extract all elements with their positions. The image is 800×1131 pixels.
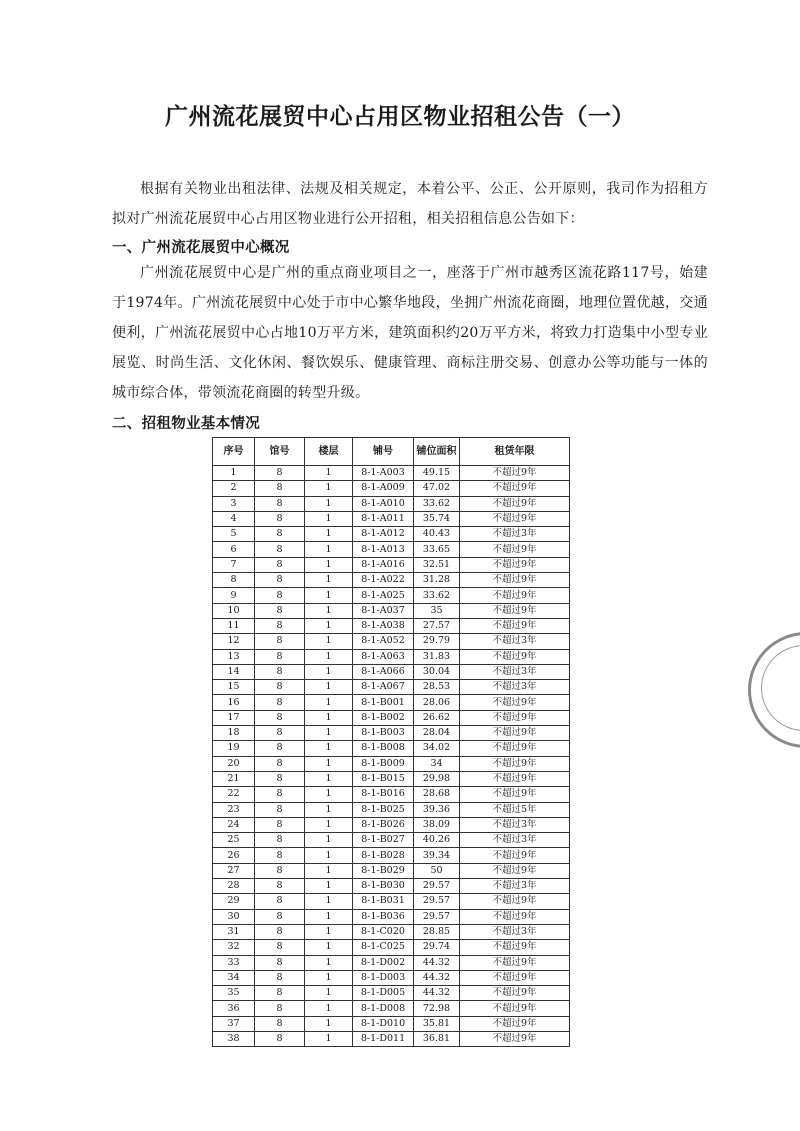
table-row xyxy=(213,557,570,572)
cell-seq: 31 xyxy=(213,924,255,939)
table-row xyxy=(213,511,570,526)
cell-seq: 6 xyxy=(213,542,255,557)
cell-area: 40.43 xyxy=(414,527,460,542)
cell-floor: 1 xyxy=(305,756,353,771)
table-row xyxy=(213,955,570,970)
cell-term: 不超过3年 xyxy=(460,833,570,848)
cell-term: 不超过9年 xyxy=(460,787,570,802)
cell-term: 不超过9年 xyxy=(460,986,570,1001)
cell-shop: 8-1-B029 xyxy=(353,863,414,878)
cell-term: 不超过9年 xyxy=(460,940,570,955)
cell-hall: 8 xyxy=(255,664,305,679)
cell-shop: 8-1-B027 xyxy=(353,833,414,848)
cell-shop: 8-1-A066 xyxy=(353,664,414,679)
cell-area: 28.53 xyxy=(414,680,460,695)
table-row xyxy=(213,634,570,649)
cell-term: 不超过9年 xyxy=(460,603,570,618)
table-row xyxy=(213,680,570,695)
cell-shop: 8-1-D010 xyxy=(353,1016,414,1031)
cell-term: 不超过9年 xyxy=(460,542,570,557)
cell-floor: 1 xyxy=(305,603,353,618)
cell-seq: 27 xyxy=(213,863,255,878)
cell-term: 不超过9年 xyxy=(460,710,570,725)
cell-area: 29.57 xyxy=(414,894,460,909)
table-row xyxy=(213,787,570,802)
cell-floor: 1 xyxy=(305,649,353,664)
cell-hall: 8 xyxy=(255,955,305,970)
cell-hall: 8 xyxy=(255,970,305,985)
table-row xyxy=(213,573,570,588)
table-row xyxy=(213,970,570,985)
cell-seq: 32 xyxy=(213,940,255,955)
header-term: 租赁年限 xyxy=(460,438,570,466)
cell-term: 不超过9年 xyxy=(460,970,570,985)
lease-table xyxy=(212,437,570,1047)
cell-shop: 8-1-A063 xyxy=(353,649,414,664)
cell-term: 不超过9年 xyxy=(460,466,570,481)
cell-hall: 8 xyxy=(255,848,305,863)
cell-shop: 8-1-B008 xyxy=(353,741,414,756)
cell-hall: 8 xyxy=(255,466,305,481)
cell-floor: 1 xyxy=(305,940,353,955)
cell-floor: 1 xyxy=(305,481,353,496)
cell-seq: 13 xyxy=(213,649,255,664)
cell-floor: 1 xyxy=(305,909,353,924)
cell-hall: 8 xyxy=(255,894,305,909)
cell-seq: 23 xyxy=(213,802,255,817)
cell-area: 33.65 xyxy=(414,542,460,557)
cell-shop: 8-1-B028 xyxy=(353,848,414,863)
cell-area: 38.09 xyxy=(414,817,460,832)
table-row xyxy=(213,496,570,511)
cell-hall: 8 xyxy=(255,1031,305,1046)
cell-seq: 12 xyxy=(213,634,255,649)
cell-seq: 19 xyxy=(213,741,255,756)
cell-area: 31.28 xyxy=(414,573,460,588)
cell-area: 29.57 xyxy=(414,879,460,894)
cell-hall: 8 xyxy=(255,603,305,618)
cell-area: 35.74 xyxy=(414,511,460,526)
cell-term: 不超过3年 xyxy=(460,634,570,649)
cell-shop: 8-1-B026 xyxy=(353,817,414,832)
table-row xyxy=(213,771,570,786)
cell-floor: 1 xyxy=(305,894,353,909)
cell-shop: 8-1-B031 xyxy=(353,894,414,909)
cell-shop: 8-1-D011 xyxy=(353,1031,414,1046)
cell-hall: 8 xyxy=(255,634,305,649)
cell-area: 44.32 xyxy=(414,955,460,970)
cell-hall: 8 xyxy=(255,940,305,955)
cell-area: 40.26 xyxy=(414,833,460,848)
cell-area: 31.83 xyxy=(414,649,460,664)
cell-seq: 34 xyxy=(213,970,255,985)
cell-area: 44.32 xyxy=(414,970,460,985)
cell-term: 不超过9年 xyxy=(460,511,570,526)
cell-term: 不超过9年 xyxy=(460,894,570,909)
cell-shop: 8-1-D008 xyxy=(353,1001,414,1016)
cell-floor: 1 xyxy=(305,787,353,802)
seal-inner-ring xyxy=(761,645,800,731)
section1-heading: 一、广州流花展贸中心概况 xyxy=(112,240,290,256)
cell-floor: 1 xyxy=(305,710,353,725)
table-row xyxy=(213,726,570,741)
cell-seq: 15 xyxy=(213,680,255,695)
cell-floor: 1 xyxy=(305,986,353,1001)
table-header-row xyxy=(213,438,570,466)
cell-term: 不超过9年 xyxy=(460,649,570,664)
cell-hall: 8 xyxy=(255,802,305,817)
cell-area: 39.34 xyxy=(414,848,460,863)
table-row xyxy=(213,710,570,725)
cell-floor: 1 xyxy=(305,634,353,649)
table-row xyxy=(213,848,570,863)
cell-area: 27.57 xyxy=(414,618,460,633)
cell-floor: 1 xyxy=(305,833,353,848)
cell-floor: 1 xyxy=(305,817,353,832)
cell-area: 35 xyxy=(414,603,460,618)
cell-seq: 18 xyxy=(213,726,255,741)
cell-term: 不超过9年 xyxy=(460,496,570,511)
cell-term: 不超过9年 xyxy=(460,1001,570,1016)
cell-shop: 8-1-A010 xyxy=(353,496,414,511)
cell-seq: 4 xyxy=(213,511,255,526)
header-shop: 铺号 xyxy=(353,438,414,466)
header-floor: 楼层 xyxy=(305,438,353,466)
cell-area: 34.02 xyxy=(414,741,460,756)
cell-seq: 29 xyxy=(213,894,255,909)
cell-shop: 8-1-B030 xyxy=(353,879,414,894)
cell-hall: 8 xyxy=(255,557,305,572)
table-row xyxy=(213,879,570,894)
cell-area: 50 xyxy=(414,863,460,878)
table-row xyxy=(213,894,570,909)
table-row xyxy=(213,802,570,817)
cell-hall: 8 xyxy=(255,1001,305,1016)
cell-hall: 8 xyxy=(255,481,305,496)
cell-shop: 8-1-B003 xyxy=(353,726,414,741)
cell-area: 26.62 xyxy=(414,710,460,725)
cell-term: 不超过9年 xyxy=(460,863,570,878)
cell-seq: 37 xyxy=(213,1016,255,1031)
cell-shop: 8-1-B016 xyxy=(353,787,414,802)
cell-term: 不超过9年 xyxy=(460,573,570,588)
table-row xyxy=(213,1031,570,1046)
cell-term: 不超过3年 xyxy=(460,664,570,679)
cell-term: 不超过9年 xyxy=(460,695,570,710)
table-row xyxy=(213,649,570,664)
table-row xyxy=(213,940,570,955)
table-row xyxy=(213,833,570,848)
cell-shop: 8-1-A025 xyxy=(353,588,414,603)
cell-area: 33.62 xyxy=(414,496,460,511)
cell-seq: 35 xyxy=(213,986,255,1001)
cell-hall: 8 xyxy=(255,496,305,511)
cell-term: 不超过9年 xyxy=(460,741,570,756)
cell-floor: 1 xyxy=(305,542,353,557)
cell-floor: 1 xyxy=(305,863,353,878)
cell-shop: 8-1-D005 xyxy=(353,986,414,1001)
cell-shop: 8-1-A011 xyxy=(353,511,414,526)
table-row xyxy=(213,466,570,481)
cell-hall: 8 xyxy=(255,1016,305,1031)
cell-seq: 21 xyxy=(213,771,255,786)
section2-heading: 二、招租物业基本情况 xyxy=(112,416,260,432)
cell-hall: 8 xyxy=(255,542,305,557)
cell-hall: 8 xyxy=(255,710,305,725)
cell-seq: 8 xyxy=(213,573,255,588)
cell-area: 29.57 xyxy=(414,909,460,924)
cell-shop: 8-1-A067 xyxy=(353,680,414,695)
cell-seq: 25 xyxy=(213,833,255,848)
cell-area: 30.04 xyxy=(414,664,460,679)
cell-floor: 1 xyxy=(305,924,353,939)
cell-hall: 8 xyxy=(255,588,305,603)
cell-floor: 1 xyxy=(305,848,353,863)
cell-floor: 1 xyxy=(305,496,353,511)
cell-hall: 8 xyxy=(255,863,305,878)
table-row xyxy=(213,1001,570,1016)
table-row xyxy=(213,618,570,633)
table-row xyxy=(213,664,570,679)
cell-floor: 1 xyxy=(305,726,353,741)
page-title: 广州流花展贸中心占用区物业招租公告（一） xyxy=(165,104,635,130)
cell-shop: 8-1-D002 xyxy=(353,955,414,970)
header-hall: 馆号 xyxy=(255,438,305,466)
table-row xyxy=(213,909,570,924)
cell-seq: 7 xyxy=(213,557,255,572)
cell-term: 不超过9年 xyxy=(460,848,570,863)
cell-floor: 1 xyxy=(305,573,353,588)
cell-area: 47.02 xyxy=(414,481,460,496)
cell-term: 不超过9年 xyxy=(460,1016,570,1031)
cell-floor: 1 xyxy=(305,466,353,481)
cell-shop: 8-1-B036 xyxy=(353,909,414,924)
official-seal-icon xyxy=(748,632,800,748)
cell-hall: 8 xyxy=(255,695,305,710)
cell-shop: 8-1-A009 xyxy=(353,481,414,496)
cell-hall: 8 xyxy=(255,771,305,786)
cell-hall: 8 xyxy=(255,986,305,1001)
cell-hall: 8 xyxy=(255,787,305,802)
cell-area: 28.06 xyxy=(414,695,460,710)
table-row xyxy=(213,863,570,878)
cell-floor: 1 xyxy=(305,970,353,985)
cell-term: 不超过9年 xyxy=(460,618,570,633)
cell-hall: 8 xyxy=(255,726,305,741)
cell-seq: 2 xyxy=(213,481,255,496)
cell-floor: 1 xyxy=(305,618,353,633)
cell-shop: 8-1-A013 xyxy=(353,542,414,557)
table-row xyxy=(213,527,570,542)
cell-term: 不超过9年 xyxy=(460,955,570,970)
cell-floor: 1 xyxy=(305,664,353,679)
section1-body: 广州流花展贸中心是广州的重点商业项目之一，座落于广州市越秀区流花路117号，始建于1974年。广州流花展贸中心处于市中心繁华地段，坐拥广州流花商圈，地理位置优越，交通便利，广州流花展贸中心占地10万平方米，建筑面积约20万平方米，将致力打造集中小型专业展览、时尚生活、文化休闲、餐饮娱乐、健康管理、商标注册交易、创意办公等功能与一体的城市综合体，带领流花商圈的转型升级。 xyxy=(112,265,708,401)
cell-term: 不超过3年 xyxy=(460,817,570,832)
cell-hall: 8 xyxy=(255,817,305,832)
table-row xyxy=(213,756,570,771)
cell-term: 不超过9年 xyxy=(460,726,570,741)
cell-seq: 36 xyxy=(213,1001,255,1016)
cell-hall: 8 xyxy=(255,879,305,894)
cell-term: 不超过9年 xyxy=(460,1031,570,1046)
cell-floor: 1 xyxy=(305,588,353,603)
cell-term: 不超过3年 xyxy=(460,879,570,894)
cell-seq: 10 xyxy=(213,603,255,618)
cell-shop: 8-1-D003 xyxy=(353,970,414,985)
cell-area: 44.32 xyxy=(414,986,460,1001)
cell-seq: 38 xyxy=(213,1031,255,1046)
cell-shop: 8-1-A038 xyxy=(353,618,414,633)
cell-floor: 1 xyxy=(305,771,353,786)
cell-floor: 1 xyxy=(305,1031,353,1046)
cell-seq: 20 xyxy=(213,756,255,771)
cell-shop: 8-1-B025 xyxy=(353,802,414,817)
cell-area: 34 xyxy=(414,756,460,771)
cell-hall: 8 xyxy=(255,833,305,848)
cell-shop: 8-1-A003 xyxy=(353,466,414,481)
table-row xyxy=(213,588,570,603)
cell-term: 不超过3年 xyxy=(460,680,570,695)
cell-term: 不超过9年 xyxy=(460,909,570,924)
cell-hall: 8 xyxy=(255,573,305,588)
cell-term: 不超过3年 xyxy=(460,924,570,939)
cell-seq: 3 xyxy=(213,496,255,511)
cell-floor: 1 xyxy=(305,557,353,572)
cell-term: 不超过3年 xyxy=(460,527,570,542)
cell-shop: 8-1-B001 xyxy=(353,695,414,710)
table-row xyxy=(213,1016,570,1031)
cell-shop: 8-1-B015 xyxy=(353,771,414,786)
table-row xyxy=(213,481,570,496)
cell-term: 不超过9年 xyxy=(460,481,570,496)
cell-shop: 8-1-A022 xyxy=(353,573,414,588)
cell-shop: 8-1-C025 xyxy=(353,940,414,955)
table-row xyxy=(213,741,570,756)
cell-seq: 24 xyxy=(213,817,255,832)
cell-floor: 1 xyxy=(305,527,353,542)
cell-hall: 8 xyxy=(255,527,305,542)
cell-floor: 1 xyxy=(305,741,353,756)
cell-shop: 8-1-A037 xyxy=(353,603,414,618)
cell-floor: 1 xyxy=(305,511,353,526)
cell-term: 不超过5年 xyxy=(460,802,570,817)
intro-paragraph: 根据有关物业出租法律、法规及相关规定，本着公平、公正、公开原则，我司作为招租方拟对广州流花展贸中心占用区物业进行公开招租，相关招租信息公告如下： xyxy=(112,181,708,227)
cell-term: 不超过9年 xyxy=(460,771,570,786)
table-row xyxy=(213,986,570,1001)
cell-floor: 1 xyxy=(305,695,353,710)
cell-seq: 14 xyxy=(213,664,255,679)
cell-area: 28.04 xyxy=(414,726,460,741)
cell-seq: 30 xyxy=(213,909,255,924)
cell-area: 33.62 xyxy=(414,588,460,603)
cell-area: 49.15 xyxy=(414,466,460,481)
cell-hall: 8 xyxy=(255,924,305,939)
cell-area: 29.79 xyxy=(414,634,460,649)
cell-shop: 8-1-C020 xyxy=(353,924,414,939)
cell-floor: 1 xyxy=(305,1001,353,1016)
table-body xyxy=(213,466,570,1047)
cell-shop: 8-1-A012 xyxy=(353,527,414,542)
cell-seq: 9 xyxy=(213,588,255,603)
header-seq: 序号 xyxy=(213,438,255,466)
cell-floor: 1 xyxy=(305,955,353,970)
cell-shop: 8-1-B009 xyxy=(353,756,414,771)
cell-area: 39.36 xyxy=(414,802,460,817)
table-row xyxy=(213,603,570,618)
table-row xyxy=(213,542,570,557)
cell-hall: 8 xyxy=(255,756,305,771)
cell-shop: 8-1-B002 xyxy=(353,710,414,725)
cell-shop: 8-1-A052 xyxy=(353,634,414,649)
cell-hall: 8 xyxy=(255,741,305,756)
cell-seq: 16 xyxy=(213,695,255,710)
cell-floor: 1 xyxy=(305,879,353,894)
cell-seq: 5 xyxy=(213,527,255,542)
cell-area: 72.98 xyxy=(414,1001,460,1016)
cell-seq: 11 xyxy=(213,618,255,633)
header-area: 铺位面积 xyxy=(414,438,460,466)
cell-term: 不超过9年 xyxy=(460,557,570,572)
cell-floor: 1 xyxy=(305,1016,353,1031)
cell-area: 29.98 xyxy=(414,771,460,786)
cell-term: 不超过9年 xyxy=(460,588,570,603)
cell-area: 28.68 xyxy=(414,787,460,802)
cell-floor: 1 xyxy=(305,802,353,817)
cell-hall: 8 xyxy=(255,618,305,633)
cell-hall: 8 xyxy=(255,511,305,526)
table-row xyxy=(213,695,570,710)
cell-area: 28.85 xyxy=(414,924,460,939)
cell-hall: 8 xyxy=(255,909,305,924)
cell-seq: 33 xyxy=(213,955,255,970)
cell-term: 不超过9年 xyxy=(460,756,570,771)
cell-area: 29.74 xyxy=(414,940,460,955)
table-row xyxy=(213,924,570,939)
cell-seq: 17 xyxy=(213,710,255,725)
cell-area: 36.81 xyxy=(414,1031,460,1046)
cell-hall: 8 xyxy=(255,680,305,695)
cell-seq: 1 xyxy=(213,466,255,481)
cell-area: 35.81 xyxy=(414,1016,460,1031)
cell-seq: 22 xyxy=(213,787,255,802)
cell-seq: 26 xyxy=(213,848,255,863)
cell-hall: 8 xyxy=(255,649,305,664)
cell-area: 32.51 xyxy=(414,557,460,572)
cell-floor: 1 xyxy=(305,680,353,695)
table-row xyxy=(213,817,570,832)
cell-shop: 8-1-A016 xyxy=(353,557,414,572)
cell-seq: 28 xyxy=(213,879,255,894)
